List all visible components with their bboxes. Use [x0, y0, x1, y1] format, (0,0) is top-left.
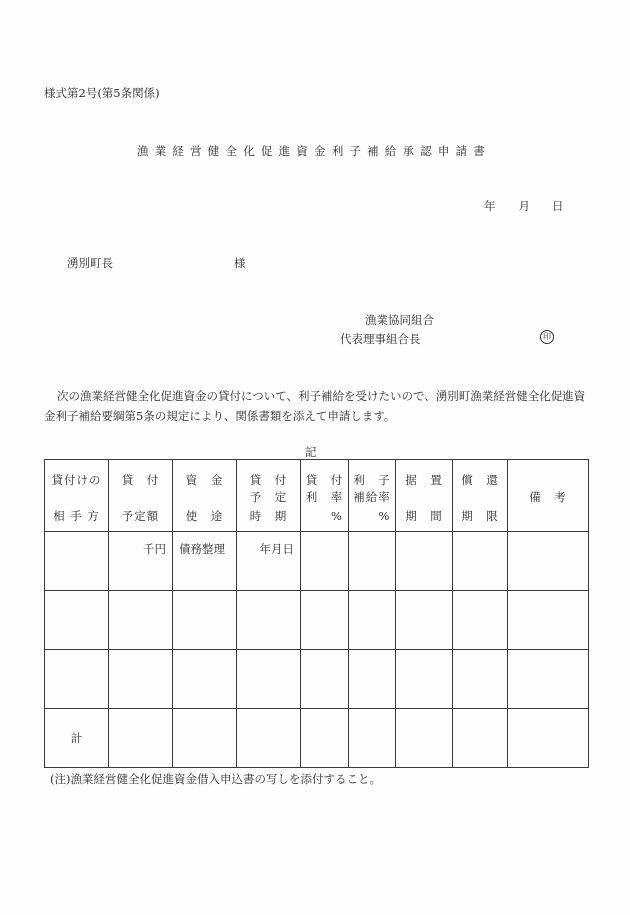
header-grace-period: 据 置 期 間: [396, 460, 453, 532]
addressee: [67, 255, 246, 271]
addressee-name: 湧別町長: [67, 256, 113, 270]
loan-table: [44, 459, 589, 768]
table-row: [45, 532, 589, 591]
document-title: 漁業経営健全化促進資金利子補給承認申請書: [137, 144, 491, 158]
cell-purpose[interactable]: 債務整理: [173, 532, 237, 591]
cell-repayment-term[interactable]: [453, 591, 508, 650]
cell-borrower[interactable]: [45, 591, 109, 650]
date-day: 日: [552, 199, 564, 213]
seal-icon: 印: [540, 330, 554, 344]
header-purpose: 資 金 使 途: [173, 460, 237, 532]
header-amount: 貸 付 予定額: [109, 460, 173, 532]
cell-borrower[interactable]: [45, 650, 109, 709]
cell-purpose[interactable]: [173, 591, 237, 650]
cell-grace-period[interactable]: [396, 650, 453, 709]
cell-purpose[interactable]: [173, 650, 237, 709]
ki-label: 記: [305, 445, 317, 459]
table-row: [45, 650, 589, 709]
total-grace-period[interactable]: [396, 709, 453, 768]
header-loan-date: 貸 付 予 定 時 期: [237, 460, 301, 532]
cell-interest-rate[interactable]: [301, 650, 349, 709]
cell-remarks[interactable]: [508, 532, 589, 591]
header-repayment-term: 償 還 期 限: [453, 460, 508, 532]
applicant-org: 漁業協同組合: [365, 313, 434, 327]
header-subsidy-rate: 利 子 補給率 %: [349, 460, 396, 532]
total-purpose[interactable]: [173, 709, 237, 768]
applicant-title: 代表理事組合長: [340, 332, 421, 346]
total-subsidy-rate[interactable]: [349, 709, 396, 768]
addressee-honorific: 様: [234, 256, 246, 270]
total-label: 計: [45, 709, 109, 768]
cell-subsidy-rate[interactable]: [349, 591, 396, 650]
table-header-row: [45, 460, 589, 532]
cell-subsidy-rate[interactable]: [349, 650, 396, 709]
header-borrower: 貸付けの 相 手 方: [45, 460, 109, 532]
table-total-row: [45, 709, 589, 768]
cell-repayment-term[interactable]: [453, 650, 508, 709]
cell-amount[interactable]: [109, 650, 173, 709]
cell-grace-period[interactable]: [396, 591, 453, 650]
header-remarks: 備 考: [508, 460, 589, 532]
cell-remarks[interactable]: [508, 650, 589, 709]
cell-remarks[interactable]: [508, 591, 589, 650]
cell-loan-date[interactable]: 年月日: [237, 532, 301, 591]
total-loan-date[interactable]: [237, 709, 301, 768]
cell-borrower[interactable]: [45, 532, 109, 591]
header-interest-rate: 貸 付 利 率 %: [301, 460, 349, 532]
cell-amount[interactable]: 千円: [109, 532, 173, 591]
cell-loan-date[interactable]: [237, 591, 301, 650]
form-number: 様式第2号(第5条関係): [44, 86, 160, 100]
cell-subsidy-rate[interactable]: [349, 532, 396, 591]
total-interest-rate[interactable]: [301, 709, 349, 768]
date-month: 月: [518, 199, 530, 213]
cell-loan-date[interactable]: [237, 650, 301, 709]
cell-interest-rate[interactable]: [301, 532, 349, 591]
cell-amount[interactable]: [109, 591, 173, 650]
cell-repayment-term[interactable]: [453, 532, 508, 591]
date-year: 年: [484, 199, 496, 213]
total-amount[interactable]: [109, 709, 173, 768]
body-text: 次の漁業経営健全化促進資金の貸付について、利子補給を受けたいので、湧別町漁業経営健全化促進資金利子補給要綱第5条の規定により、関係書類を添えて申請します。: [44, 389, 586, 423]
cell-interest-rate[interactable]: [301, 591, 349, 650]
total-repayment-term[interactable]: [453, 709, 508, 768]
footnote: (注)漁業経営健全化促進資金借入申込書の写しを添付すること。: [50, 772, 381, 786]
date-line: [484, 198, 564, 214]
cell-grace-period[interactable]: [396, 532, 453, 591]
total-remarks[interactable]: [508, 709, 589, 768]
table-row: [45, 591, 589, 650]
